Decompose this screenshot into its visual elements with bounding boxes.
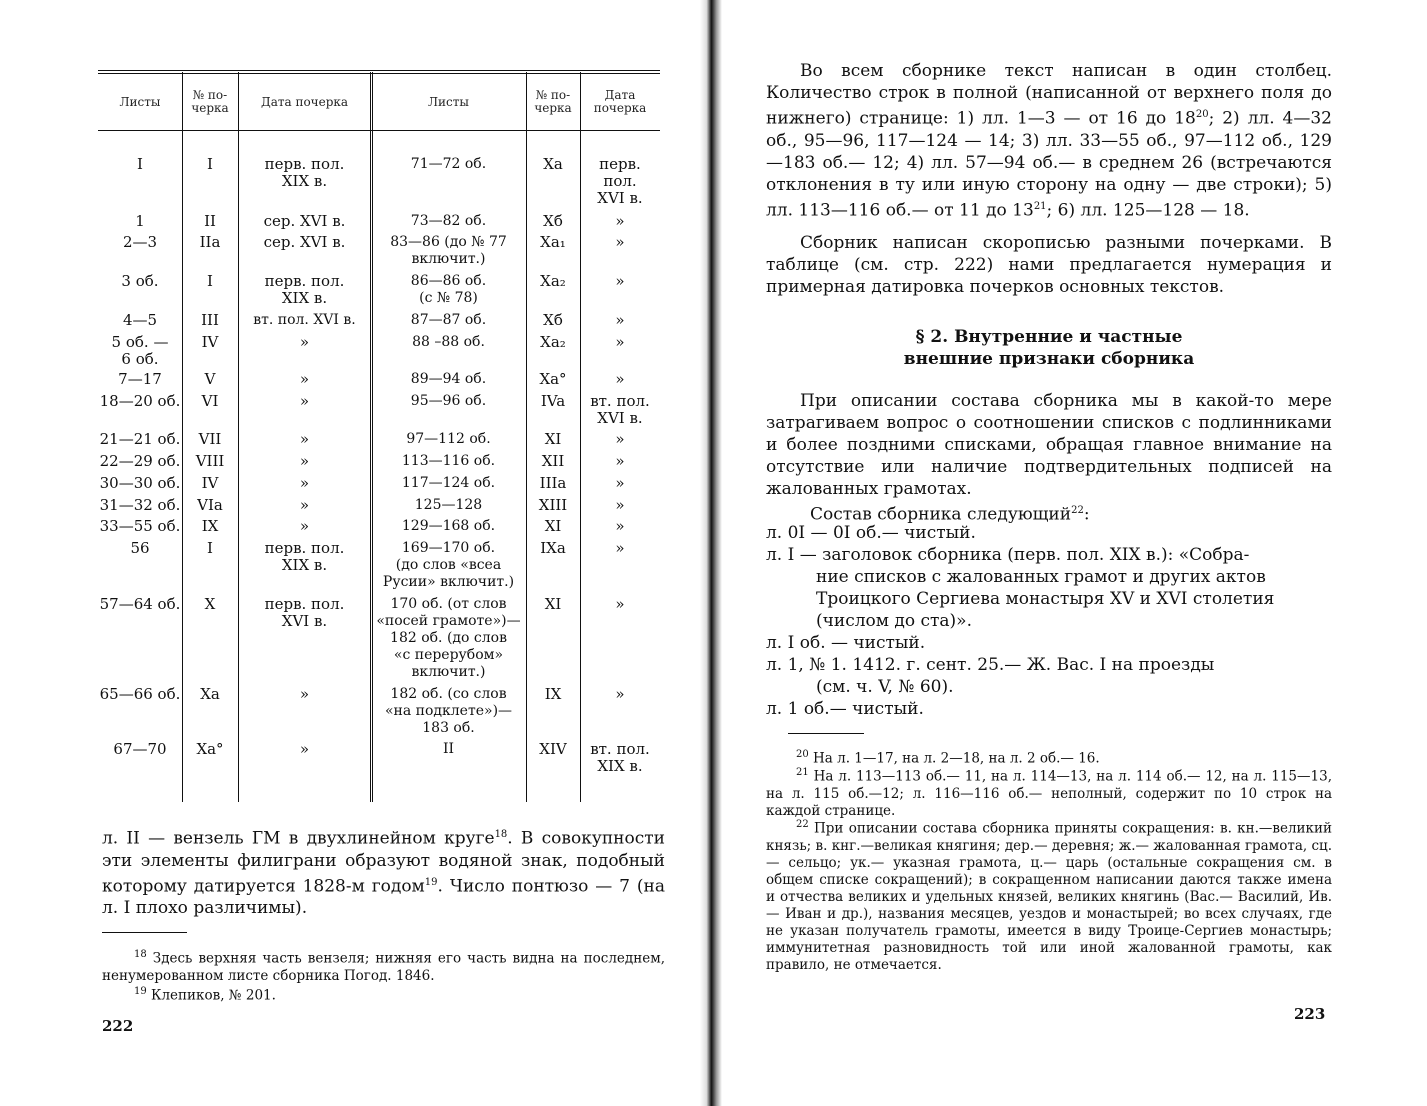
footnote-22 [766, 816, 1332, 974]
row-sheets-2-cell: 87—87 об. [410, 312, 487, 328]
footnote-number: 22 [796, 819, 809, 830]
row-sheets-2-cell: 88 –88 об. [412, 334, 485, 350]
footnote-number: 18 [134, 949, 147, 960]
row-date-2-cell: » [615, 311, 625, 329]
row-sheets-cell: 4—5 [122, 311, 158, 329]
row-hand-cell: II [204, 212, 216, 230]
footnote-number: 19 [134, 986, 147, 997]
row-hand-cell: I [207, 272, 213, 290]
row-date-cell: перв. пол. XIX в. [264, 539, 345, 574]
row-hand-cell: I [207, 539, 213, 557]
row-sheets-cell: 31—32 об. [99, 496, 181, 514]
row-hand-2-cell: IVa [540, 392, 566, 410]
row-hand-cell: IV [201, 333, 219, 351]
row-date-2-cell: » [615, 212, 625, 230]
row-date-2-cell: » [615, 430, 625, 448]
para-text: л. II — вензель ГМ в двухлинейном круге [102, 828, 495, 849]
row-date-cell: » [299, 333, 310, 351]
row-date-2-cell: » [615, 595, 625, 613]
row-date-2-cell: » [615, 539, 625, 557]
row-hand-cell: V [204, 370, 216, 388]
row-date-cell: перв. пол. XVI в. [264, 595, 345, 630]
row-hand-2-cell: Xa° [539, 370, 567, 388]
row-sheets-cell: 21—21 об. [99, 430, 181, 448]
contents-item: (см. ч. V, № 60). [816, 677, 954, 697]
row-sheets-2-cell: 113—116 об. [401, 453, 496, 469]
row-hand-cell: X [204, 595, 216, 613]
row-sheets-2-cell: 129—168 об. [401, 518, 496, 534]
row-sheets-cell: I [137, 155, 143, 173]
row-sheets-cell: 22—29 об. [99, 452, 181, 470]
row-hand-2-cell: IIIa [539, 474, 567, 492]
row-hand-2-cell: Xa [543, 155, 563, 173]
row-sheets-2-cell: II [442, 741, 455, 757]
row-hand-2-cell: XI [544, 517, 562, 535]
section-heading [766, 326, 1332, 370]
contents-item: л. I — заголовок сборника (перв. пол. XIX в.): «Собра- [766, 545, 1250, 565]
row-date-cell: сер. XVI в. [263, 233, 346, 251]
header-hand-2: № по- черка [534, 88, 572, 115]
row-sheets-2-cell: 182 об. (со слов «на подклете»)— 183 об. [384, 686, 513, 736]
footnote-ref: 19 [424, 876, 438, 888]
contents-item: л. 0I — 0I об.— чистый. [766, 523, 976, 543]
row-date-cell: перв. пол. XIX в. [264, 272, 345, 307]
row-date-cell: » [299, 430, 310, 448]
row-sheets-cell: 30—30 об. [99, 474, 181, 492]
contents-item: (числом до ста)». [816, 611, 972, 631]
row-date-2-cell: » [615, 474, 625, 492]
para-text: Во всем сборнике текст написан в один столбец. Количество строк в полной (написанной от верхнего поля до нижнего) странице: 1) лл. 1—3 — от 16 до 18 [766, 61, 1332, 129]
row-sheets-cell: 65—66 об. [99, 685, 181, 703]
row-date-2-cell: » [615, 233, 625, 251]
row-sheets-2-cell: 71—72 об. [410, 156, 487, 172]
row-date-cell: » [299, 370, 310, 388]
row-sheets-2-cell: 170 об. (от слов «посей грамоте»)— 182 об. (до слов «с перерубом» включит.) [376, 596, 521, 680]
contents-item: л. 1, № 1. 1412. г. сент. 25.— Ж. Вас. I на проезды [766, 655, 1215, 675]
row-date-cell: » [299, 740, 310, 758]
row-date-cell: перв. пол. XIX в. [264, 155, 345, 190]
footnote-ref: 18 [494, 829, 508, 840]
row-sheets-2-cell: 95—96 об. [410, 393, 487, 409]
row-hand-2-cell: IXa [540, 539, 566, 557]
left-page [0, 0, 700, 1106]
footnote-19 [102, 983, 665, 1005]
row-sheets-cell: 56 [130, 539, 150, 557]
header-date-1: Дата почерка [260, 95, 349, 109]
row-date-cell: » [299, 496, 310, 514]
row-sheets-2-cell: 89—94 об. [410, 371, 487, 387]
row-hand-cell: Xa° [196, 740, 224, 758]
row-date-cell: » [299, 685, 310, 703]
row-date-2-cell: перв. пол. XVI в. [597, 155, 643, 207]
footnote-rule [788, 733, 864, 734]
footnote-ref: 20 [1195, 109, 1209, 120]
row-hand-cell: I [207, 155, 213, 173]
footnote-rule [102, 932, 187, 933]
row-date-cell: » [299, 517, 310, 535]
row-hand-2-cell: Xa₂ [540, 333, 566, 351]
book-gutter [700, 0, 722, 1106]
row-hand-cell: IX [201, 517, 219, 535]
right-page [722, 0, 1427, 1106]
composition-paragraph: При описании состава сборника мы в какой-то мере затрагиваем вопрос о соотношении списков с подлинниками и более поздними списками, обращая главное внимание на отсутствие или наличие подтвердительных подписей на жалованных грамотах. [766, 391, 1332, 499]
row-sheets-cell: 67—70 [113, 740, 167, 758]
header-date-2: Дата почерка [593, 88, 647, 115]
row-sheets-2-cell: 117—124 об. [401, 475, 496, 491]
footnote-21 [766, 764, 1332, 820]
row-date-cell: » [299, 474, 310, 492]
para-text: . В совокупности эти элементы филиграни образуют водяной знак, подобный которому датируется 1828-м годом [102, 828, 665, 897]
row-hand-2-cell: Xa₂ [540, 272, 566, 290]
script-paragraph: Сборник написан скорописью разными почерками. В таблице (см. стр. 222) нами предлагается нумерация и примерная датировка почерков основных текстов. [766, 233, 1332, 297]
contents-item: Троицкого Сергиева монастыря XV и XVI столетия [816, 589, 1275, 609]
row-hand-2-cell: Xa₁ [540, 233, 566, 251]
row-date-cell: сер. XVI в. [263, 212, 346, 230]
row-hand-2-cell: XI [544, 595, 562, 613]
row-hand-2-cell: XI [544, 430, 562, 448]
row-hand-cell: IIa [199, 233, 221, 251]
row-sheets-cell: 18—20 об. [99, 392, 181, 410]
contents-item: л. I об. — чистый. [766, 633, 926, 653]
row-sheets-cell: 1 [135, 212, 145, 230]
footnote-text: При описании состава сборника приняты сокращения: в. кн.—великий князь; в. кнг.—великая княгиня; дер.— деревня; ж.— жалованная грамота, сц.— сельцо; ук.— указная грамота, ц.— царь (остальные сокращения см. в общем списке сокращений); в сокращенном написании даются также имена и отчества великих и удельных князей, великих княгинь (Вас.— Василий, Ив.— Иван и др.), названия месяцев, уездов и монастырей; во всех случаях, где не указан получатель грамоты, имеется в виду Троице-Сергиев монастырь; иммунитетная разновидность той или иной жалованной грамоты, как правило, не отмечается. [766, 820, 1332, 973]
row-date-2-cell: » [615, 685, 625, 703]
row-date-2-cell: » [615, 452, 625, 470]
row-date-2-cell: » [615, 272, 625, 290]
row-hand-2-cell: Xб [543, 311, 563, 329]
row-sheets-cell: 7—17 [118, 370, 162, 388]
header-sheets-1: Листы [119, 95, 161, 109]
para-text: Состав сборника следующий [810, 504, 1072, 525]
header-hand-1: № по- черка [191, 88, 229, 115]
row-sheets-cell: 33—55 об. [99, 517, 181, 535]
row-hand-2-cell: XII [541, 452, 565, 470]
footnote-text: Здесь верхняя часть вензеля; нижняя его часть видна на последнем, ненумерованном листе сборника Погод. 1846. [102, 950, 665, 984]
row-hand-cell: VII [198, 430, 222, 448]
footnote-ref: 21 [1033, 200, 1047, 212]
row-sheets-2-cell: 169—170 об. (до слов «всеа Русии» включит.) [382, 540, 515, 590]
watermark-paragraph [102, 824, 665, 919]
row-sheets-2-cell: 86—86 об. (с № 78) [410, 273, 487, 306]
row-sheets-2-cell: 73—82 об. [410, 213, 487, 229]
row-sheets-cell: 3 об. [121, 272, 159, 290]
row-hand-cell: IV [201, 474, 219, 492]
row-date-2-cell: » [615, 496, 625, 514]
footnote-ref: 22 [1071, 505, 1084, 516]
row-hand-2-cell: XIII [538, 496, 568, 514]
heading-line: § 2. Внутренние и частные [915, 327, 1183, 347]
table-top-rule [98, 70, 660, 71]
para-text: ; 6) лл. 125—128 — 18. [1046, 200, 1250, 221]
contents-item: л. 1 об.— чистый. [766, 699, 924, 719]
row-date-2-cell: » [615, 333, 625, 351]
row-hand-2-cell: XIV [539, 740, 567, 758]
contents-item: ние списков с жалованных грамот и других актов [816, 567, 1266, 587]
footnote-text: На л. 1—17, на л. 2—18, на л. 2 об.— 16. [808, 750, 1100, 767]
row-sheets-2-cell: 83—86 (до № 77 включит.) [390, 234, 507, 267]
row-sheets-cell: 5 об. — 6 об. [111, 333, 169, 368]
row-sheets-2-cell: 97—112 об. [406, 431, 491, 447]
page-number-left: 222 [102, 1017, 134, 1035]
para-text: . Число понтюзо — 7 (на л. I плохо различимы). [102, 876, 665, 919]
row-date-cell: вт. пол. XVI в. [253, 312, 356, 328]
row-hand-cell: VIII [195, 452, 225, 470]
footnote-number: 20 [796, 749, 809, 760]
row-date-2-cell: вт. пол. XIX в. [590, 740, 650, 775]
page-number-right: 223 [1294, 1005, 1326, 1023]
row-date-cell: » [299, 452, 310, 470]
row-hand-cell: Xa [200, 685, 220, 703]
row-hand-cell: VI [201, 392, 219, 410]
footnote-text: На л. 113—113 об.— 11, на л. 114—13, на л. 114 об.— 12, на л. 115—13, на л. 115 об.—12; л. 116—116 об.— неполный, содержит по 10 строк на каждой странице. [766, 768, 1332, 819]
para-text: ; 2) лл. 4—32 об., 95—96, 117—124 — 14; 3) лл. 33—55 об., 97—112 об., 129—183 об.— 12; 4) лл. 57—94 об.— в среднем 26 (встречаются отклонения в ту или иную сторону на одну — две строки); 5) лл. 113—116 об.— от 11 до 13 [766, 108, 1332, 221]
row-date-cell: » [299, 392, 310, 410]
header-sheets-2: Листы [428, 95, 469, 109]
para-text: : [1083, 504, 1090, 525]
footnote-text: Клепиков, № 201. [146, 987, 276, 1004]
line-count-paragraph [766, 60, 1332, 221]
heading-line: внешние признаки сборника [903, 349, 1195, 369]
row-date-2-cell: вт. пол. XVI в. [590, 392, 650, 427]
row-sheets-cell: 57—64 об. [99, 595, 181, 613]
row-date-2-cell: » [615, 517, 625, 535]
row-date-2-cell: » [615, 370, 625, 388]
footnote-18 [102, 946, 665, 985]
row-hand-cell: III [201, 311, 219, 329]
row-sheets-cell: 2—3 [122, 233, 158, 251]
row-hand-cell: VIa [197, 496, 223, 514]
footnote-number: 21 [796, 767, 809, 778]
row-hand-2-cell: IX [544, 685, 562, 703]
row-sheets-2-cell: 125—128 [414, 497, 483, 513]
row-hand-2-cell: Xб [543, 212, 563, 230]
